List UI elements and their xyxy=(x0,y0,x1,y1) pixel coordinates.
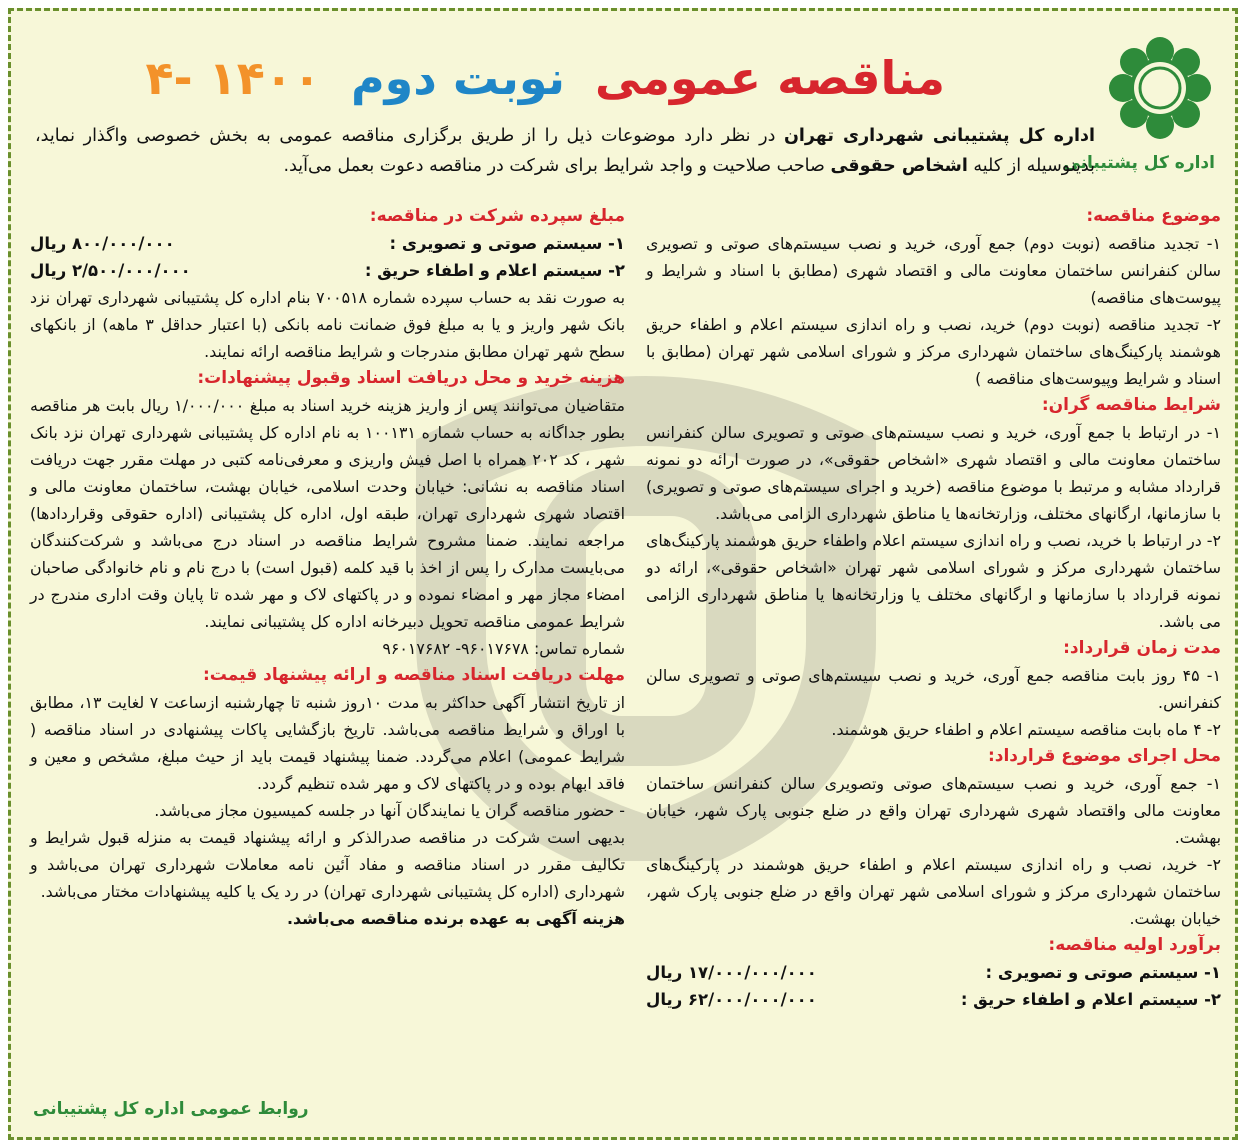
location-heading: محل اجرای موضوع قرارداد: xyxy=(987,746,1221,766)
intro-text-1: در نظر دارد موضوعات ذیل را از طریق برگزاری مناقصه عمومی به بخش خصوصی واگذار نماید، بدینوسیله از کلیه xyxy=(35,126,1095,176)
presence-text: - حضور مناقصه گران یا نمایندگان آنها در جلسه کمیسیون مجاز می‌باشد. xyxy=(154,801,625,820)
estimate-value-2: ۶۲/۰۰۰/۰۰۰/۰۰۰ ریال xyxy=(646,990,817,1009)
estimate-label-2: ۲- سیستم اعلام و اطفاء حریق : xyxy=(960,990,1221,1009)
logo-caption: اداره کل پشتیبانی xyxy=(1063,153,1215,173)
duration-heading: مدت زمان قرارداد: xyxy=(1063,638,1221,658)
municipality-emblem-icon xyxy=(1105,33,1215,143)
deposit-label-2: ۲- سیستم اعلام و اطفاء حریق : xyxy=(364,261,625,280)
deposit-value-2: ۲/۵۰۰/۰۰۰/۰۰۰ ریال xyxy=(30,261,191,280)
intro-bold-2: اشخاص حقوقی xyxy=(830,156,968,176)
conditions-heading: شرایط مناقصه گران: xyxy=(1041,395,1221,415)
location-item-1: ۱- جمع آوری، خرید و نصب سیستم‌های صوتی وتصویری سالن کنفرانس ساختمان معاونت مالی واقتصاد شهری شهرداری تهران واقع در ضلع جنوبی پارک شهر، خیابان بهشت. xyxy=(646,774,1221,847)
intro-org: اداره کل پشتیبانی شهرداری تهران xyxy=(783,126,1095,146)
page-title xyxy=(145,43,945,113)
public-relations-signature: روابط عمومی اداره کل پشتیبانی xyxy=(33,1099,309,1119)
estimate-row-2 xyxy=(646,986,1221,1013)
estimate-value-1: ۱۷/۰۰۰/۰۰۰/۰۰۰ ریال xyxy=(646,963,817,982)
title-code: ۴- ۱۴۰۰ xyxy=(145,51,321,105)
deposit-row-1 xyxy=(30,230,625,257)
deadline-text: از تاریخ انتشار آگهی حداکثر به مدت ۱۰روز شنبه تا چهارشنبه ازساعت ۷ لغایت ۱۳، مطابق با اوراق و شرایط مناقصه می‌باشد. تاریخ بازگشایی پاکات پیشنهادی در اسناد مناقصه ( شرایط عمومی) اعلام می‌گردد. ضمنا پیشنهاد قیمت باید از حیث مبلغ، مشخص و معین و فاقد ابهام بوده و در پاکتهای لاک و مهر شده تنظیم گردد. xyxy=(30,693,625,793)
duration-item-1: ۱- ۴۵ روز بابت مناقصه جمع آوری، خرید و نصب سیستم‌های صوتی و تصویری سالن کنفرانس. xyxy=(646,666,1221,712)
subject-heading: موضوع مناقصه: xyxy=(1086,206,1221,226)
intro-text-2: صاحب صلاحیت و واجد شرایط برای شرکت در مناقصه دعوت بعمل می‌آید. xyxy=(283,156,831,176)
deposit-label-1: ۱- سیستم صوتی و تصویری : xyxy=(389,234,625,253)
location-item-2: ۲- خرید، نصب و راه اندازی سیستم اعلام و اطفاء حریق هوشمند در پارکینگ‌های ساختمان شهرداری مرکز و شورای اسلامی شهر تهران واقع در ضلع جنوبی پارک شهر، خیابان بهشت. xyxy=(646,855,1221,928)
tender-notice xyxy=(8,8,1238,1140)
right-column xyxy=(646,203,1221,1013)
estimate-row-1 xyxy=(646,959,1221,986)
deposit-text: به صورت نقد به حساب سپرده شماره ۷۰۰۵۱۸ بنام اداره کل پشتیبانی شهرداری تهران نزد بانک شهر واریز و یا به مبلغ فوق ضمانت نامه بانکی (با اعتبار حداقل ۳ ماهه) از بانکهای سطح شهر تهران مطابق مندرجات و شرایط مناقصه ارائه نمایند. xyxy=(30,288,626,361)
deadline-heading: مهلت دریافت اسناد مناقصه و ارائه پیشنهاد قیمت: xyxy=(202,665,625,685)
left-column xyxy=(30,203,625,932)
deposit-heading: مبلغ سپرده شرکت در مناقصه: xyxy=(369,206,625,226)
title-round: نوبت دوم xyxy=(350,51,565,105)
deposit-row-2 xyxy=(30,257,625,284)
purchase-text: متقاضیان می‌توانند پس از واریز هزینه خرید اسناد به مبلغ ۱/۰۰۰/۰۰۰ ریال بابت هر مناقصه بطور جداگانه به حساب شماره ۱۰۰۱۳۱ به نام اداره کل پشتیبانی شهرداری تهران نزد بانک شهر ، کد ۲۰۲ همراه با اصل فیش واریزی و معرفی‌نامه کتبی در مهلت مقرر جهت دریافت اسناد مناقصه به نشانی: خیابان وحدت اسلامی، خیابان بهشت، ساختمان معاونت مالی و اقتصاد شهری شهرداری تهران، طبقه اول، اداره کل پشتیبانی (اداره حقوقی وقراردادها) مراجعه نمایند. ضمنا مشروح شرایط مناقصه در اسناد درج می‌باشد و شرکت‌کنندگان می‌بایست مدارک را پس از اخذ با قید کلمه (قبول است) با درج نام و نام خانوادگی صاحبان امضاء مجاز مهر و امضاء نموده و در پاکتهای لاک و مهر شده تا پایان وقت اداری مندرج در شرایط عمومی مناقصه تحویل دبیرخانه اداره کل پشتیبانی نمایند. xyxy=(30,396,626,631)
condition-item-2: ۲- در ارتباط با خرید، نصب و راه اندازی سیستم اعلام واطفاء حریق هوشمند پارکینگ‌های ساختمان شهرداری مرکز و شورای اسلامی شهر تهران «اشخاص حقوقی»، ارائه دو نمونه قرارداد با سازمانها و ارگانهای مختلف یا وزارتخانه‌ها یا مناطق شهرداری الزامی می باشد. xyxy=(646,531,1221,631)
condition-item-1: ۱- در ارتباط با جمع آوری، خرید و نصب سیستم‌های صوتی و تصویری سالن کنفرانس ساختمان معاونت مالی و اقتصاد شهری «اشخاص حقوقی»، در صورت ارائه دو نمونه قرارداد مشابه و مرتبط با موضوع مناقصه (خرید و اجرای سیستم‌های صوتی و تصویری) با سازمانها، ارگانهای مختلف، وزارتخانه‌ها یا مناطق شهرداری الزامی می‌باشد. xyxy=(646,423,1221,523)
subject-item-1: ۱- تجدید مناقصه (نوبت دوم) جمع آوری، خرید و نصب سیستم‌های صوتی و تصویری سالن کنفرانس ساختمان معاونت مالی و اقتصاد شهری (مطابق با اسناد و شرایط و پیوست‌های مناقصه) xyxy=(646,234,1221,307)
obvious-text: بدیهی است شرکت در مناقصه صدرالذکر و ارائه پیشنهاد قیمت به منزله قبول شرایط و تکالیف مقرر در اسناد مناقصه و مفاد آئین نامه معاملات شهرداری تهران می‌باشد و شهرداری (اداره کل پشتیبانی شهرداری تهران) در رد یک یا کلیه پیشنهادات مختار می‌باشد. xyxy=(30,828,625,901)
estimate-label-1: ۱- سیستم صوتی و تصویری : xyxy=(985,963,1221,982)
deposit-value-1: ۸۰۰/۰۰۰/۰۰۰ ریال xyxy=(30,234,175,253)
estimate-heading: برآورد اولیه مناقصه: xyxy=(1048,935,1221,955)
purchase-heading: هزینه خرید و محل دریافت اسناد وقبول پیشنهادات: xyxy=(197,368,625,388)
title-main: مناقصه عمومی xyxy=(594,51,945,105)
ad-cost-text: هزینه آگهی به عهده برنده مناقصه می‌باشد. xyxy=(286,909,625,928)
subject-item-2: ۲- تجدید مناقصه (نوبت دوم) خرید، نصب و راه اندازی سیستم اعلام و اطفاء حریق هوشمند پارکینگ‌های ساختمان شهرداری مرکز و شورای اسلامی شهر تهران (مطابق با اسناد و شرایط وپیوست‌های مناقصه ) xyxy=(646,315,1221,388)
logo xyxy=(1063,33,1215,183)
phone-number: شماره تماس: ۹۶۰۱۷۶۷۸- ۹۶۰۱۷۶۸۲ xyxy=(382,639,625,658)
intro-paragraph xyxy=(35,121,1095,181)
duration-item-2: ۲- ۴ ماه بابت مناقصه سیستم اعلام و اطفاء حریق هوشمند. xyxy=(831,720,1221,739)
